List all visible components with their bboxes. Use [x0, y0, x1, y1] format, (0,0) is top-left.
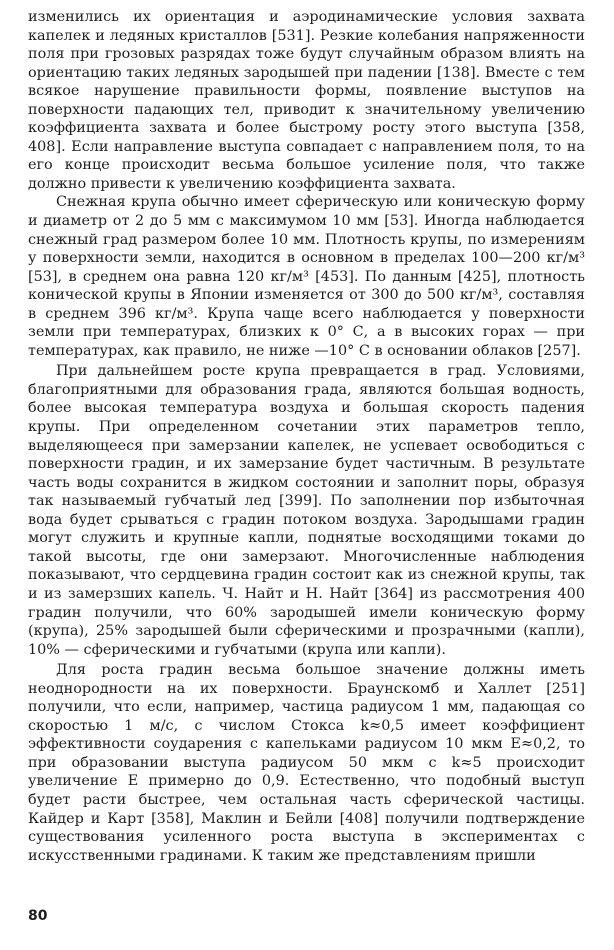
- paragraph-1: изменились их ориентация и аэродинамические условия захвата капелек и ледяных кристаллов [531]. Резкие колебания напряженности поля при грозовых разрядах тоже будут случайным образом влиять на ориентацию таких ледяных зародышей при падении [138]. Вместе с тем всякое нарушение правильности формы, появление выступов на поверхности падающих тел, приводит к значительному увеличению коэффициента захвата и более быстрому росту этого выступа [358, 408]. Если направление выступа совпадает с направлением поля, то на его конце происходит весьма большое усиление поля, что также должно привести к увеличению коэффициента захвата.: [28, 9, 585, 192]
- page-number: 80: [28, 908, 48, 924]
- page-body: [28, 8, 585, 865]
- paragraph-2: Снежная крупа обычно имеет сферическую или коническую форму и диаметр от 2 до 5 мм с максимумом 10 мм [53]. Иногда наблюдается снежный град размером более 10 мм. Плотность крупы, по измерениям у поверхности земли, находится в основном в пределах 100—200 кг/м³ [53], в среднем она равна 120 кг/м³ [453]. По данным [425], плотность конической крупы в Японии изменяется от 300 до 500 кг/м³, составляя в среднем 396 кг/м³. Крупа чаще всего наблюдается у поверхности земли при температурах, близких к 0° С, а в высоких горах — при температурах, как правило, не ниже —10° С в основании облаков [257].: [28, 194, 585, 359]
- paragraph-4: Для роста градин весьма большое значение должны иметь неоднородности на их поверхности. Браунскомб и Халлет [251] получили, что если, например, частица радиусом 1 мм, падающая со скоростью 1 м/с, с числом Стокса k≈0,5 имеет коэффициент эффективности соударения с капельками радиусом 10 мкм E≈0,2, то при образовании выступа радиусом 50 мкм с k≈5 происходит увеличение E примерно до 0,9. Естественно, что подобный выступ будет расти быстрее, чем остальная часть сферической частицы. Кайдер и Карт [358], Маклин и Бейли [408] получили подтверждение существования усиленного роста выступа в экспериментах с искусственными градинами. К таким же представлениям пришли: [28, 662, 585, 864]
- paragraph-3: При дальнейшем росте крупа превращается в град. Условиями, благоприятными для образования града, являются большая водность, более высокая температура воздуха и большая скорость падения крупы. При определенном сочетании этих параметров тепло, выделяющееся при замерзании капелек, не успевает освободиться с поверхности градин, и их замерзание будет частичным. В результате часть воды сохранится в жидком состоянии и заполнит поры, образуя так называемый губчатый лед [399]. По заполнении пор избыточная вода будет срываться с градин потоком воздуха. Зародышами градин могут служить и крупные капли, поднятые восходящими токами до такой высоты, где они замерзают. Многочисленные наблюдения показывают, что сердцевина градин состоит как из снежной крупы, так и из замерзших капель. Ч. Найт и Н. Найт [364] из рассмотрения 400 градин получили, что 60% зародышей имели коническую форму (крупа), 25% зародышей были сферическими и прозрачными (капли), 10% — сферическими и губчатыми (крупа или капли).: [28, 363, 585, 658]
